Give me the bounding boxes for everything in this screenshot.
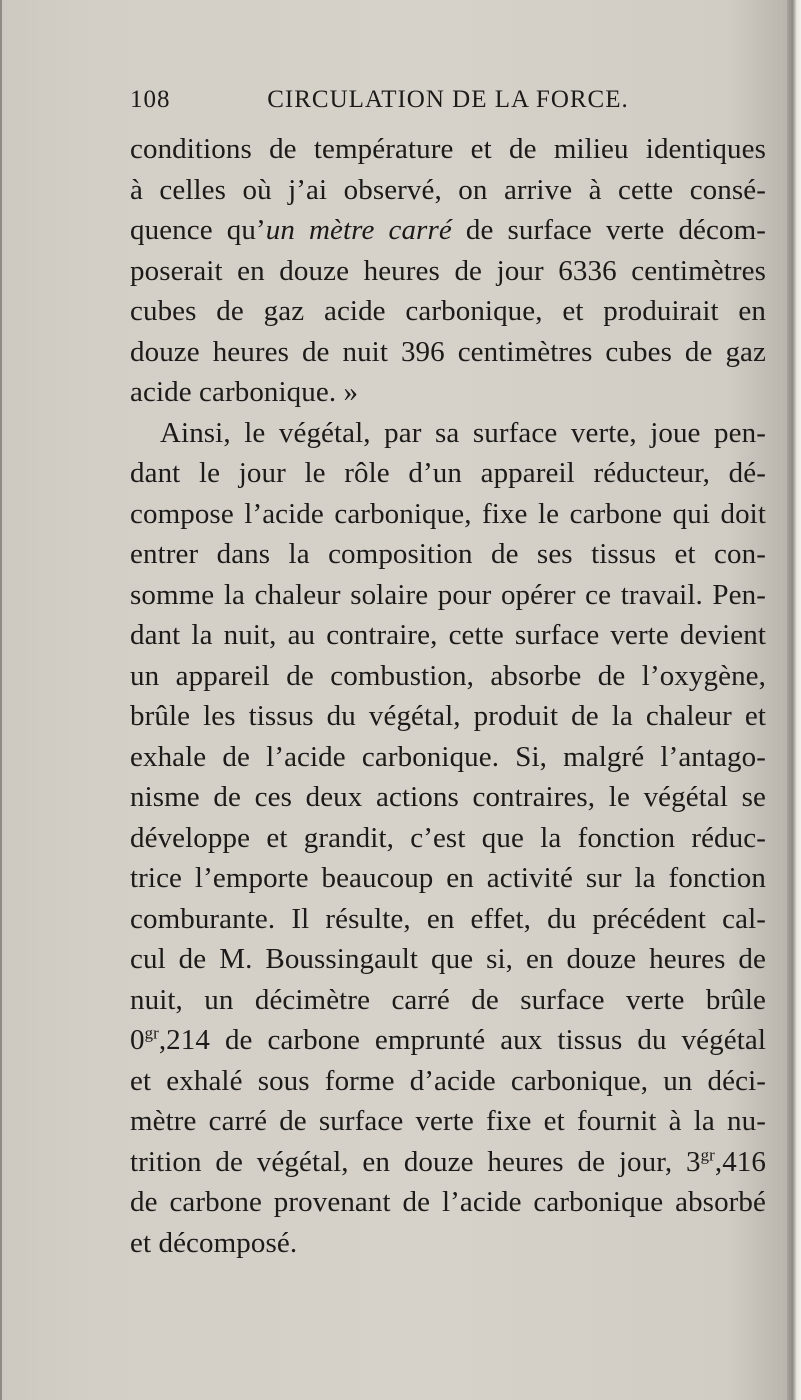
italic-emphasis: un mètre carré: [265, 214, 452, 246]
text-line: dant la nuit, au contraire, cette surface verte devient: [130, 619, 766, 651]
text-line: nuit, un décimètre carré de surface verte brûle: [130, 983, 766, 1016]
text-line-paragraph-end: et décomposé.: [130, 1226, 298, 1259]
page-edge-left: [0, 0, 2, 1400]
text-line: compose l’acide carbonique, fixe le carbone qui doit: [130, 497, 766, 530]
text-line: développe et grandit, c’est que la fonction réduc-: [130, 821, 766, 854]
running-title: CIRCULATION DE LA FORCE.: [267, 86, 629, 113]
text-line: entrer dans la composition de ses tissus et con-: [130, 538, 766, 570]
text-line: nisme de ces deux actions contraires, le végétal se: [130, 781, 766, 813]
text-line-paragraph-start: Ainsi, le végétal, par sa surface verte, joue pen-: [160, 416, 766, 449]
text-run: de surface verte décom-: [451, 214, 767, 246]
text-line-paragraph-end: acide carbonique. »: [130, 376, 359, 408]
text-line: douze heures de nuit 396 centimètres cubes de gaz: [130, 335, 766, 368]
text-line: à celles où j’ai observé, on arrive à cette consé-: [130, 173, 766, 206]
page-number: 108: [130, 86, 171, 113]
text-line: cul de M. Boussingault que si, en douze heures de: [130, 943, 766, 975]
text-run: 0: [130, 1024, 145, 1056]
text-run: trition de végétal, en douze heures de jour, 3: [130, 1145, 701, 1178]
text-line: un appareil de combustion, absorbe de l’oxygène,: [130, 659, 766, 692]
text-run: ,416: [714, 1145, 766, 1178]
text-line: de carbone provenant de l’acide carbonique absorbé: [130, 1186, 766, 1218]
text-line: mètre carré de surface verte fixe et fournit à la nu-: [130, 1105, 766, 1137]
text-line: [130, 1020, 766, 1061]
page-header: [130, 86, 766, 120]
page-spine-edge: [787, 0, 801, 1400]
text-line: somme la chaleur solaire pour opérer ce travail. Pen-: [130, 578, 766, 611]
text-line: cubes de gaz acide carbonique, et produirait en: [130, 295, 766, 327]
unit-superscript: gr: [700, 1145, 715, 1165]
text-line: [130, 210, 766, 251]
unit-superscript: gr: [144, 1023, 159, 1043]
text-line: exhale de l’acide carbonique. Si, malgré l’antago-: [130, 740, 766, 773]
text-line: dant le jour le rôle d’un appareil réducteur, dé-: [130, 457, 766, 489]
text-line: comburante. Il résulte, en effet, du précédent cal-: [130, 902, 766, 935]
text-line: brûle les tissus du végétal, produit de la chaleur et: [130, 700, 766, 732]
text-run: quence qu’: [130, 214, 266, 246]
text-line: et exhalé sous forme d’acide carbonique, un déci-: [130, 1064, 766, 1097]
text-line: trice l’emporte beaucoup en activité sur la fonction: [130, 862, 766, 894]
text-run: ,214 de carbone emprunté aux tissus du végétal: [158, 1024, 766, 1056]
body-text: [130, 129, 766, 1263]
text-line: poserait en douze heures de jour 6336 centimètres: [130, 254, 766, 287]
text-line: [130, 1142, 766, 1183]
text-line: conditions de température et de milieu identiques: [130, 133, 766, 165]
